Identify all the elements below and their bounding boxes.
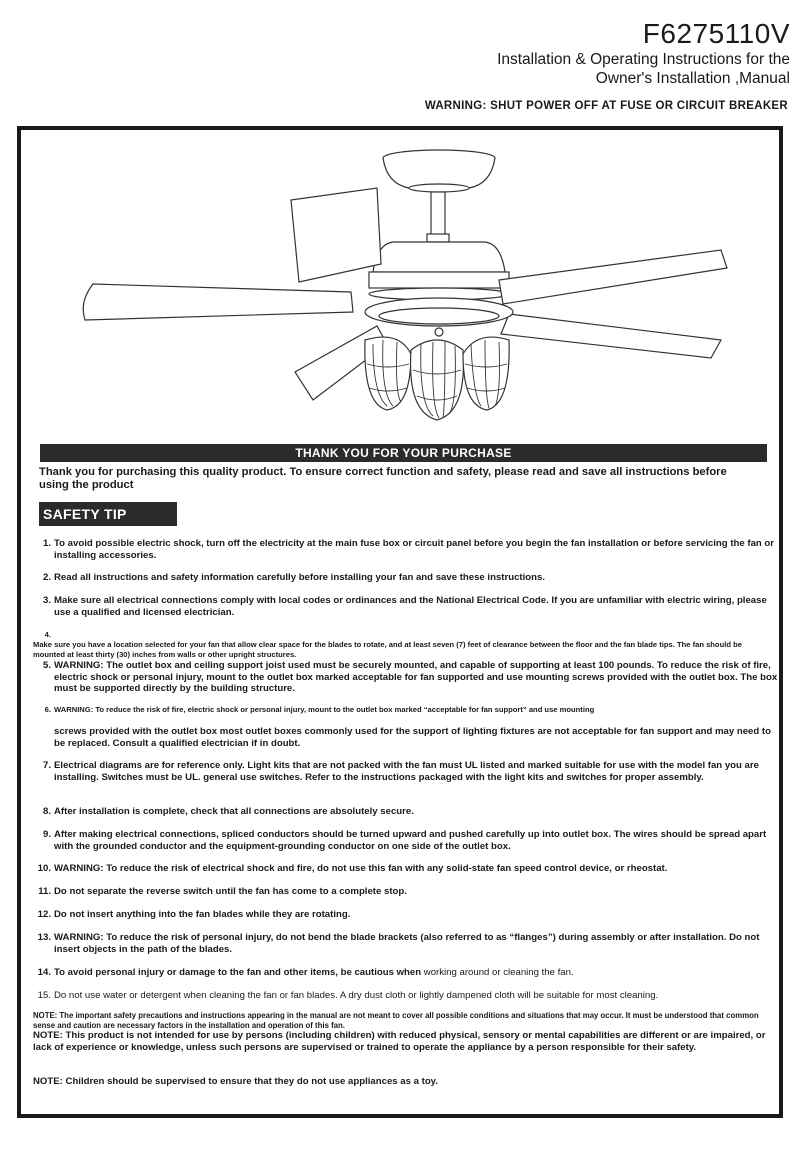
safety-item-14: 14. To avoid personal injury or damage to the fan and other items, be cautious when working around or cleaning the fan. bbox=[37, 967, 574, 978]
note-children: NOTE: Children should be supervised to ensure that they do not use appliances as a toy. bbox=[33, 1076, 438, 1087]
thank-you-text: Thank you for purchasing this quality product. To ensure correct function and safety, please read and save all instructions before using the product bbox=[39, 466, 727, 491]
safety-item-2: 2. Read all instructions and safety information carefully before installing your fan and save these instructions. bbox=[42, 572, 545, 583]
subtitle-line-2: Owner's Installation ,Manual bbox=[595, 70, 790, 87]
safety-item-6: 6. WARNING: To reduce the risk of fire, electric shock or personal injury, mount to the outlet box marked “acceptable for fan support” and use mounting bbox=[44, 705, 595, 714]
safety-item-4: 4.Make sure you have a location selected for your fan that allow clear space for the blades to rotate, and at least seven (7) feet of clearance between the floor and the fan blade tips. The fan should be mounted at least thirty (30) inches from walls or other upright structures. bbox=[33, 630, 742, 659]
note-capabilities: NOTE: This product is not intended for use by persons (including children) with reduced physical, sensory or mental capabilities are different or are impaired, or lack of experience or knowledge, unless such persons are supervised or trained to operate the appliance by a person responsible for their safety. bbox=[33, 1030, 766, 1053]
safety-item-13: 13. WARNING: To reduce the risk of personal injury, do not bend the blade brackets (also referred to as “flanges”) during assembly or after installation. Do not insert objects in the path of the blades. bbox=[37, 932, 760, 955]
thank-you-banner: THANK YOU FOR YOUR PURCHASE bbox=[40, 444, 767, 462]
safety-item-10: 10. WARNING: To reduce the risk of electrical shock and fire, do not use this fan with any solid-state fan speed control device, or rheostat. bbox=[37, 863, 668, 874]
safety-item-9: 9. After making electrical connections, spliced conductors should be turned upward and pushed carefully up into outlet box. The wires should be spread apart with the grounded conductor and the equipment-grounding conductor on one side of the outlet box. bbox=[42, 829, 767, 852]
safety-item-12: 12. Do not insert anything into the fan blades while they are rotating. bbox=[37, 909, 351, 920]
safety-item-5: 5. WARNING: The outlet box and ceiling support joist used must be securely mounted, and capable of supporting at least 100 pounds. To reduce the risk of fire, electric shock or personal injury, mount to the outlet box marked acceptable for fan supported and use mounting screws provided with the outlet box. The box must be supported directly by the building structure. bbox=[42, 660, 778, 695]
safety-tip-heading: SAFETY TIP bbox=[39, 502, 177, 526]
safety-item-6-continued: screws provided with the outlet box most outlet boxes commonly used for the support of lighting fixtures are not acceptable for fan support and may need to be replaced. Consult a qualified electrician if in doubt. bbox=[54, 726, 771, 749]
safety-item-11: 11. Do not separate the reverse switch until the fan has come to a complete stop. bbox=[38, 886, 407, 897]
note-precautions: NOTE: The important safety precautions and instructions appearing in the manual are not meant to cover all possible conditions and situations that may occur. It must be understood that common sense and caution are necessary factors in the installation and operation of this fan. bbox=[33, 1011, 759, 1030]
document-subtitle bbox=[497, 50, 790, 88]
power-warning: WARNING: SHUT POWER OFF AT FUSE OR CIRCUIT BREAKER bbox=[424, 100, 788, 112]
safety-item-8: 8. After installation is complete, check that all connections are absolutely secure. bbox=[42, 806, 414, 817]
safety-item-3: 3. Make sure all electrical connections comply with local codes or ordinances and the National Electrical Code. If you are unfamiliar with electric wiring, please use a qualified and licensed electrician. bbox=[42, 595, 767, 618]
subtitle-line-1: Installation & Operating Instructions for the bbox=[497, 51, 790, 68]
model-number: F6275110V bbox=[642, 18, 790, 49]
safety-item-15: 15. Do not use water or detergent when cleaning the fan or fan blades. A dry dust cloth or lightly dampened cloth will be suitable for most cleaning. bbox=[37, 990, 659, 1001]
ceiling-fan-illustration bbox=[81, 144, 741, 444]
safety-item-7: 7. Electrical diagrams are for reference only. Light kits that are not packed with the fan must UL listed and marked suitable for use with the model fan you are installing. Switches must be UL. general use switches. Refer to the instructions packaged with the light kits and switches for proper assembly. bbox=[42, 760, 759, 783]
safety-item-1: 1. To avoid possible electric shock, turn off the electricity at the main fuse box or circuit panel before you begin the fan installation or before servicing the fan or installing accessories. bbox=[42, 538, 775, 561]
content-frame bbox=[17, 126, 783, 1118]
